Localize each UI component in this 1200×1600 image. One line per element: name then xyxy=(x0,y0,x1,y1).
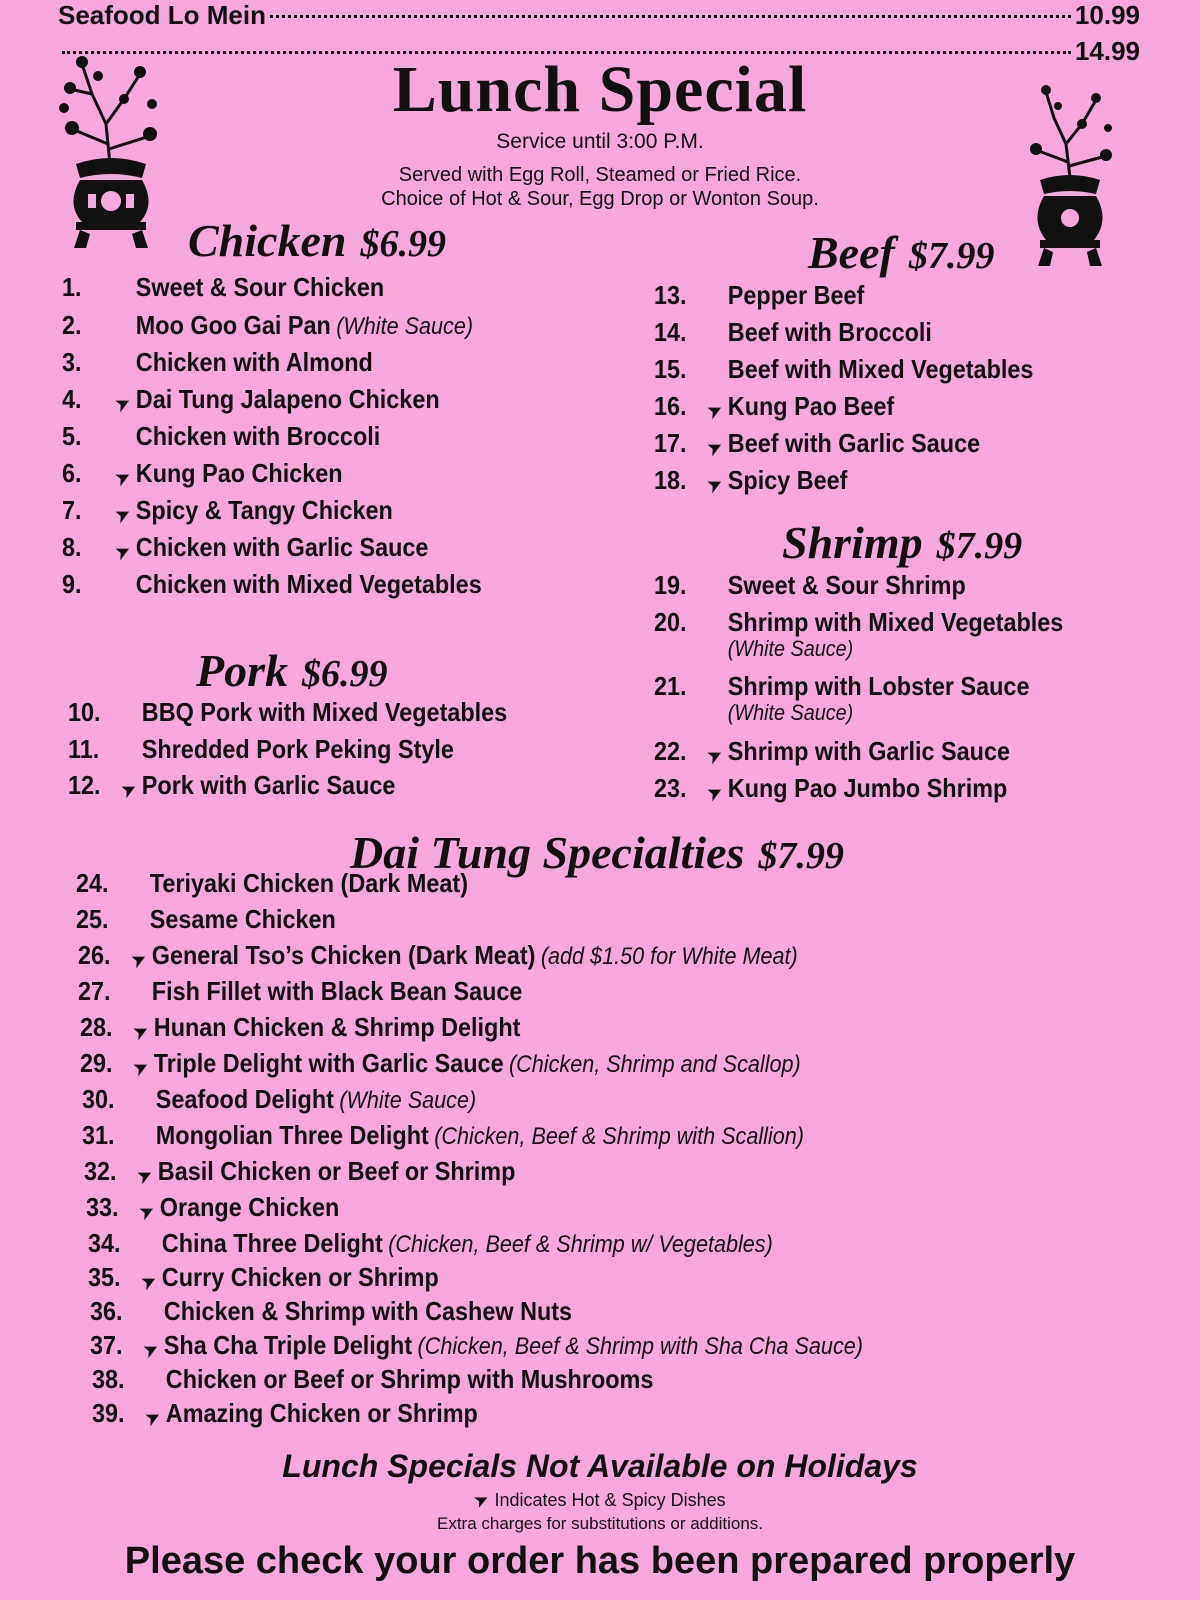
item-number: 1. xyxy=(62,272,82,302)
menu-item xyxy=(654,428,980,459)
item-name: Chicken or Beef or Shrimp with Mushrooms xyxy=(165,1364,654,1394)
item-name: Chicken with Garlic Sauce xyxy=(135,532,429,562)
item-note: (Chicken, Beef & Shrimp w/ Vegetables) xyxy=(388,1231,773,1258)
spicy-legend xyxy=(0,1487,1200,1513)
item-name: Sha Cha Triple Delight xyxy=(163,1330,413,1360)
menu-item xyxy=(654,570,966,601)
menu-item xyxy=(62,495,393,526)
menu-item xyxy=(654,317,932,348)
item-sub-note: (White Sauce) xyxy=(727,636,854,661)
menu-item xyxy=(654,391,894,422)
menu-item xyxy=(90,1296,572,1327)
item-note: (Chicken, Beef & Shrimp with Sha Cha Sauce) xyxy=(417,1333,863,1360)
item-name: Pepper Beef xyxy=(727,280,865,310)
hot-pepper-icon: ➤ xyxy=(140,1337,161,1362)
item-name: Sweet & Sour Shrimp xyxy=(727,570,966,600)
item-number: 33. xyxy=(86,1192,119,1222)
extra-charges: Extra charges for substitutions or additions. xyxy=(437,1514,763,1533)
hot-pepper-icon xyxy=(709,299,727,308)
item-name: Beef with Garlic Sauce xyxy=(727,428,981,458)
item-name: Kung Pao Beef xyxy=(727,391,895,421)
item-name: Spicy & Tangy Chicken xyxy=(135,495,393,525)
item-number: 12. xyxy=(68,770,101,800)
menu-item xyxy=(90,1330,863,1361)
item-number: 31. xyxy=(82,1120,115,1150)
item-number: 39. xyxy=(92,1398,125,1428)
menu-item xyxy=(82,1084,476,1115)
item-number: 29. xyxy=(80,1048,113,1078)
hot-pepper-icon: ➤ xyxy=(134,1163,155,1188)
item-number: 37. xyxy=(90,1330,123,1360)
menu-item xyxy=(76,904,336,935)
section-name: Shrimp xyxy=(782,517,923,568)
item-name: Shrimp with Mixed Vegetables xyxy=(727,607,1064,637)
item-number: 34. xyxy=(88,1228,121,1258)
item-number: 4. xyxy=(62,384,82,414)
item-number: 35. xyxy=(88,1262,121,1292)
hot-pepper-icon xyxy=(131,887,149,896)
check-order-notice: Please check your order has been prepared properly xyxy=(124,1540,1076,1582)
hot-pepper-icon: ➤ xyxy=(128,947,149,972)
hot-pepper-icon xyxy=(709,373,727,382)
item-name: Curry Chicken or Shrimp xyxy=(161,1262,439,1292)
item-name: Hunan Chicken & Shrimp Delight xyxy=(153,1012,521,1042)
top-line-label: Seafood Lo Mein xyxy=(58,0,266,30)
hot-pepper-icon xyxy=(137,1103,155,1112)
hot-pepper-icon: ➤ xyxy=(130,1019,151,1044)
menu-item xyxy=(654,354,1033,385)
item-number: 20. xyxy=(654,607,687,637)
section-heading-shrimp xyxy=(782,516,1022,569)
hot-pepper-icon xyxy=(117,291,135,300)
soup-choice: Choice of Hot & Sour, Egg Drop or Wonton Soup. xyxy=(381,188,819,210)
item-name: Sesame Chicken xyxy=(149,904,336,934)
item-name: General Tso’s Chicken (Dark Meat) xyxy=(151,940,536,970)
hot-pepper-icon: ➤ xyxy=(130,1055,151,1080)
menu-item xyxy=(92,1398,478,1429)
hot-pepper-icon: ➤ xyxy=(704,780,725,805)
menu-item xyxy=(654,671,1029,726)
hot-pepper-icon: ➤ xyxy=(112,502,133,527)
item-name: Sweet & Sour Chicken xyxy=(135,272,385,302)
section-heading-pork xyxy=(196,644,388,697)
item-number: 19. xyxy=(654,570,687,600)
item-name: Triple Delight with Garlic Sauce xyxy=(153,1048,504,1078)
hot-pepper-icon xyxy=(147,1383,165,1392)
menu-item xyxy=(654,280,864,311)
menu-item xyxy=(92,1364,653,1395)
section-heading-chicken xyxy=(188,214,446,267)
hot-pepper-icon: ➤ xyxy=(704,398,725,423)
section-name: Pork xyxy=(196,645,288,696)
menu-item xyxy=(654,773,1007,804)
item-note: (Chicken, Shrimp and Scallop) xyxy=(508,1051,801,1078)
menu-item xyxy=(68,770,395,801)
item-note: (add $1.50 for White Meat) xyxy=(540,943,798,970)
menu-item xyxy=(78,940,798,971)
item-number: 27. xyxy=(78,976,111,1006)
item-number: 38. xyxy=(92,1364,125,1394)
menu-item xyxy=(80,1048,801,1079)
section-name: Beef xyxy=(808,227,895,278)
section-name: Chicken xyxy=(188,215,347,266)
section-price: $7.99 xyxy=(936,525,1023,567)
menu-item xyxy=(654,607,1063,662)
holiday-notice: Lunch Specials Not Available on Holidays xyxy=(282,1448,918,1484)
service-hours: Service until 3:00 P.M. xyxy=(496,130,704,153)
item-number: 36. xyxy=(90,1296,123,1326)
top-line-price: 10.99 xyxy=(1074,0,1140,30)
menu-item xyxy=(82,1120,804,1151)
item-name: Dai Tung Jalapeno Chicken xyxy=(135,384,440,414)
menu-item xyxy=(654,736,1010,767)
spicy-legend-text: Indicates Hot & Spicy Dishes xyxy=(494,1490,726,1510)
hot-pepper-icon xyxy=(133,995,151,1004)
item-name: Shrimp with Lobster Sauce xyxy=(727,671,1030,701)
hot-pepper-icon xyxy=(709,589,727,598)
item-number: 6. xyxy=(62,458,82,488)
item-number: 17. xyxy=(654,428,687,458)
item-note: (White Sauce) xyxy=(336,313,474,340)
item-number: 5. xyxy=(62,421,82,451)
item-number: 26. xyxy=(78,940,111,970)
menu-item xyxy=(62,384,440,415)
hot-pepper-icon xyxy=(123,716,141,725)
hot-pepper-icon: ➤ xyxy=(112,539,133,564)
hot-pepper-icon xyxy=(709,690,727,699)
item-number: 28. xyxy=(80,1012,113,1042)
menu-item xyxy=(62,458,343,489)
item-name: Mongolian Three Delight xyxy=(155,1120,429,1150)
hot-pepper-icon xyxy=(143,1247,161,1256)
item-number: 18. xyxy=(654,465,687,495)
menu-item xyxy=(62,272,384,303)
hot-pepper-icon xyxy=(117,588,135,597)
item-number: 21. xyxy=(654,671,687,701)
item-number: 22. xyxy=(654,736,687,766)
item-name: Chicken with Broccoli xyxy=(135,421,381,451)
section-price: $7.99 xyxy=(908,235,995,277)
menu-item xyxy=(62,569,482,600)
item-name: Teriyaki Chicken (Dark Meat) xyxy=(149,868,468,898)
item-name: Seafood Delight xyxy=(155,1084,334,1114)
menu-item xyxy=(654,465,847,496)
item-sub-note: (White Sauce) xyxy=(727,700,854,725)
menu-item xyxy=(62,421,380,452)
item-note: (Chicken, Beef & Shrimp with Scallion) xyxy=(434,1123,804,1150)
hot-pepper-icon: ➤ xyxy=(704,472,725,497)
item-name: Kung Pao Jumbo Shrimp xyxy=(727,773,1008,803)
item-number: 7. xyxy=(62,495,82,525)
item-name: Fish Fillet with Black Bean Sauce xyxy=(151,976,523,1006)
item-name: China Three Delight xyxy=(161,1228,383,1258)
hot-pepper-icon: ➤ xyxy=(470,1487,493,1513)
item-note: (White Sauce) xyxy=(339,1087,477,1114)
top-line-price: 14.99 xyxy=(1074,36,1140,66)
item-number: 11. xyxy=(68,734,100,764)
hot-pepper-icon xyxy=(117,329,135,338)
item-number: 23. xyxy=(654,773,687,803)
section-name: Dai Tung Specialties xyxy=(350,827,745,878)
item-number: 32. xyxy=(84,1156,117,1186)
item-name: Amazing Chicken or Shrimp xyxy=(165,1398,478,1428)
item-name: Beef with Mixed Vegetables xyxy=(727,354,1034,384)
hot-pepper-icon xyxy=(131,923,149,932)
menu-item xyxy=(68,734,454,765)
item-number: 9. xyxy=(62,569,82,599)
item-name: Basil Chicken or Beef or Shrimp xyxy=(157,1156,516,1186)
item-number: 25. xyxy=(76,904,109,934)
item-number: 8. xyxy=(62,532,82,562)
hot-pepper-icon xyxy=(145,1315,163,1324)
item-number: 10. xyxy=(68,697,101,727)
hot-pepper-icon xyxy=(709,336,727,345)
item-name: Chicken with Mixed Vegetables xyxy=(135,569,482,599)
item-name: Chicken & Shrimp with Cashew Nuts xyxy=(163,1296,573,1326)
hot-pepper-icon: ➤ xyxy=(112,391,133,416)
hot-pepper-icon: ➤ xyxy=(138,1269,159,1294)
hot-pepper-icon: ➤ xyxy=(704,435,725,460)
hot-pepper-icon xyxy=(709,626,727,635)
hot-pepper-icon: ➤ xyxy=(142,1405,163,1430)
menu-item xyxy=(62,532,428,563)
menu-item xyxy=(68,697,507,728)
hot-pepper-icon: ➤ xyxy=(112,465,133,490)
menu-item xyxy=(62,347,373,378)
menu-item xyxy=(62,310,473,341)
menu-item xyxy=(84,1156,515,1187)
hot-pepper-icon: ➤ xyxy=(136,1199,157,1224)
item-number: 15. xyxy=(654,354,687,384)
menu-item xyxy=(88,1262,439,1293)
item-name: BBQ Pork with Mixed Vegetables xyxy=(141,697,508,727)
menu-item xyxy=(78,976,522,1007)
menu-item xyxy=(86,1192,339,1223)
item-name: Moo Goo Gai Pan xyxy=(135,310,331,340)
item-name: Pork with Garlic Sauce xyxy=(141,770,396,800)
item-number: 3. xyxy=(62,347,82,377)
item-name: Orange Chicken xyxy=(159,1192,340,1222)
hot-pepper-icon: ➤ xyxy=(704,743,725,768)
item-number: 30. xyxy=(82,1084,115,1114)
served-with: Served with Egg Roll, Steamed or Fried Rice. xyxy=(398,164,802,186)
hot-pepper-icon xyxy=(117,440,135,449)
item-name: Chicken with Almond xyxy=(135,347,373,377)
item-number: 14. xyxy=(654,317,687,347)
item-number: 24. xyxy=(76,868,109,898)
dot-leader xyxy=(270,15,1071,18)
hot-pepper-icon xyxy=(123,753,141,762)
section-price: $6.99 xyxy=(302,653,388,695)
item-number: 16. xyxy=(654,391,687,421)
hot-pepper-icon: ➤ xyxy=(118,777,139,802)
section-price: $7.99 xyxy=(758,835,844,877)
item-name: Kung Pao Chicken xyxy=(135,458,343,488)
item-name: Spicy Beef xyxy=(727,465,848,495)
item-number: 2. xyxy=(62,310,82,340)
section-heading-beef xyxy=(808,226,994,279)
item-name: Beef with Broccoli xyxy=(727,317,932,347)
page-title: Lunch Special xyxy=(392,53,808,126)
hot-pepper-icon xyxy=(137,1139,155,1148)
item-name: Shredded Pork Peking Style xyxy=(141,734,454,764)
hot-pepper-icon xyxy=(117,366,135,375)
menu-item xyxy=(88,1228,773,1259)
top-line-seafood-lo-mein xyxy=(58,0,1140,31)
item-name: Shrimp with Garlic Sauce xyxy=(727,736,1010,766)
item-number: 13. xyxy=(654,280,687,310)
menu-item xyxy=(80,1012,520,1043)
section-price: $6.99 xyxy=(360,223,446,265)
menu-item xyxy=(76,868,468,899)
